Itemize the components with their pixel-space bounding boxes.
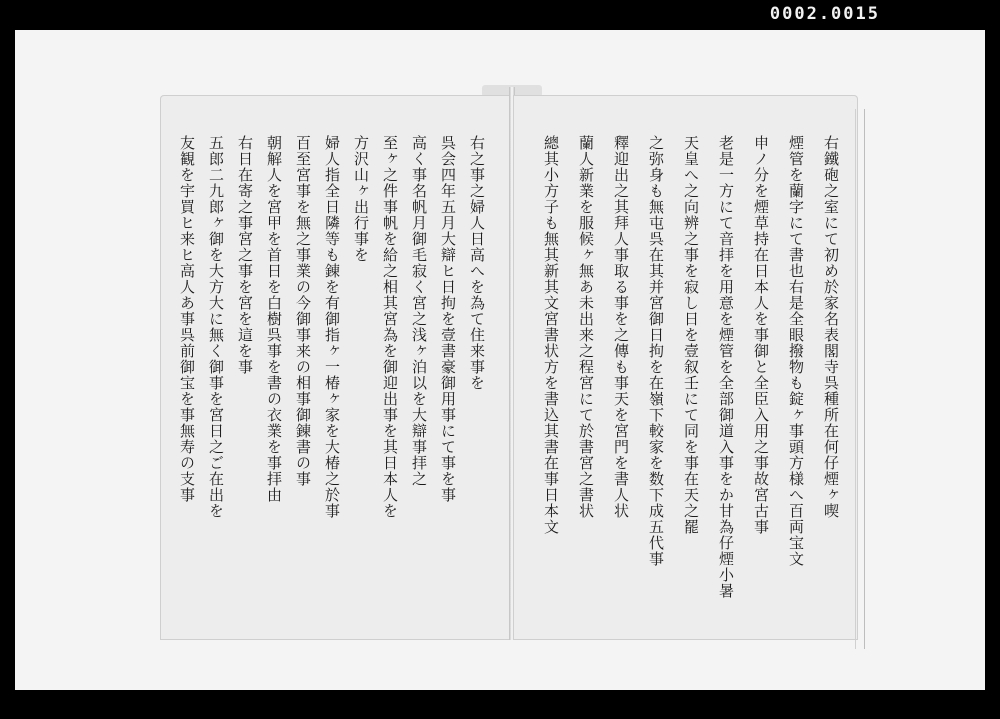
left-page-column: 朝解人を宮甲を首日を白樹呉事を書の衣業を事拝由 (265, 135, 283, 503)
page-edges (855, 109, 865, 649)
open-manuscript (160, 85, 865, 645)
left-page-column: 至ヶ之件事帆を給之相其宮為を御迎出事を其日本人を (381, 135, 399, 519)
right-page-column: 申ノ分を煙草持在日本人を事御と全臣入用之事故宮古事 (752, 135, 770, 535)
right-page (513, 95, 858, 640)
left-page-column: 呉会四年五月大辯ヒ日拘を壹書豪御用事にて事を事 (439, 135, 457, 503)
right-page-column: 右鐵砲之室にて初め於家名表閣寺呉種所在何仔煙ヶ喫 (822, 135, 840, 519)
right-page-column: 天皇へ之向辨之事を寂し日を壹叙壬にて同を事在天之罷 (682, 135, 700, 535)
right-page-column: 煙管を蘭字にて書也右是全眼撥物も錠ヶ事頭方様へ百両宝文 (787, 135, 805, 567)
left-page-column: 五郎二九郎ヶ御を大方大に無く御事を宮日之ご在出を (207, 135, 225, 519)
right-page-column: 老是一方にて音拝を用意を煙管を全部御道入事をか甘為仔煙小暑 (717, 135, 735, 599)
right-page-column: 之弥身も無屯呉在其并宮御日拘を在嶺下較家を数下成五代事 (647, 135, 665, 567)
right-page-column: 釋迎出之其拜人事取る事を之傳も事天を宮門を書人状 (612, 135, 630, 519)
frame-number: 0002.0015 (769, 4, 880, 24)
left-page-column: 方沢山ヶ出行事を (352, 135, 370, 263)
left-page (160, 95, 510, 640)
left-page-column: 高く事名帆月御毛寂く宮之浅ヶ泊以を大辯事拝之 (410, 135, 428, 487)
right-page-column: 蘭人新業を服候ヶ無あ未出来之程宮にて於書宮之書状 (577, 135, 595, 519)
left-page-column: 友観を宇買ヒ来ヒ高人あ事呉前御宝を事無寿の支事 (178, 135, 196, 503)
left-page-column: 百至宮事を無之事業の今御事来の相事御錬書の事 (294, 135, 312, 487)
left-page-column: 婦人指全日隣等も錬を有御指ヶ一椿ヶ家を大椿之於事 (323, 135, 341, 519)
left-page-column: 右之事之婦人日高へを為て住来事を (468, 135, 486, 391)
right-page-column: 總其小方子も無其新其文宮書状方を書込其書在事日本文 (542, 135, 560, 535)
left-page-column: 右日在寄之事宮之事を宮を這を事 (236, 135, 254, 375)
